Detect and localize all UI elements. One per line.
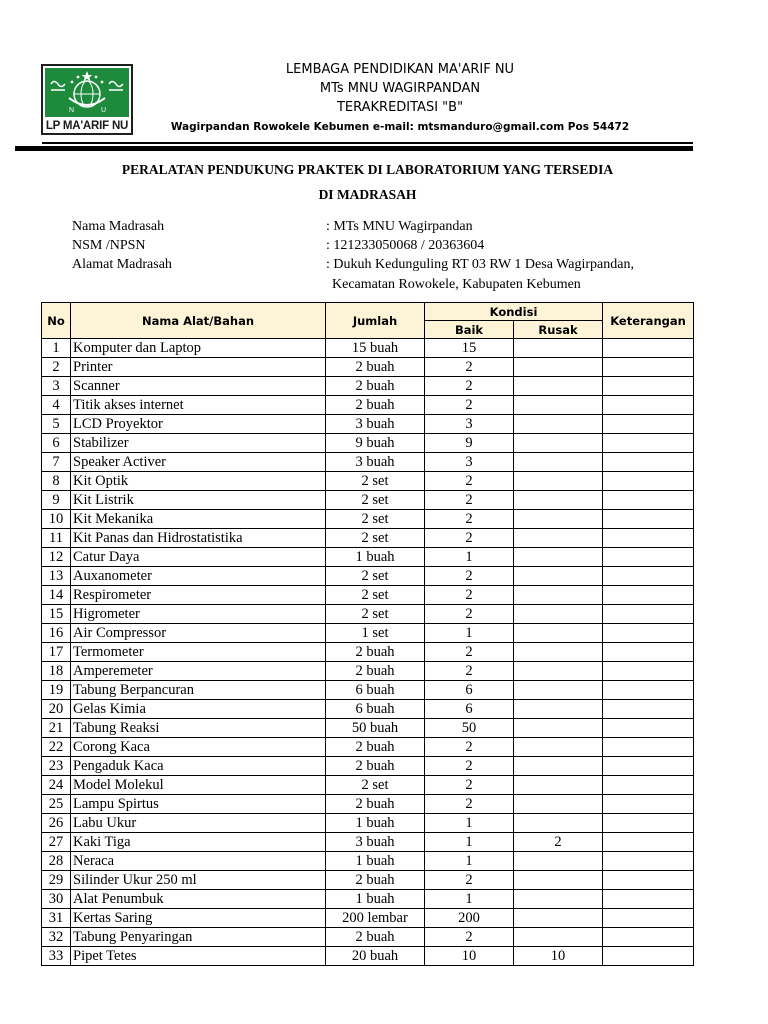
cell-jumlah: 2 set bbox=[326, 776, 425, 795]
cell-rusak bbox=[514, 852, 603, 871]
cell-keterangan bbox=[603, 605, 694, 624]
cell-no: 3 bbox=[42, 377, 71, 396]
table-row bbox=[42, 529, 694, 548]
cell-jumlah: 200 lembar bbox=[326, 909, 425, 928]
cell-jumlah: 6 buah bbox=[326, 681, 425, 700]
cell-jumlah: 2 set bbox=[326, 529, 425, 548]
table-row bbox=[42, 453, 694, 472]
emblem-letter-n: N bbox=[69, 107, 75, 114]
header-divider-thick bbox=[15, 146, 693, 151]
cell-jumlah: 6 buah bbox=[326, 700, 425, 719]
document-title-line2: DI MADRASAH bbox=[318, 187, 417, 202]
cell-nama: Kit Listrik bbox=[71, 491, 326, 510]
nu-emblem bbox=[45, 68, 129, 117]
cell-baik: 9 bbox=[425, 434, 514, 453]
cell-keterangan bbox=[603, 339, 694, 358]
cell-nama: Pengaduk Kaca bbox=[71, 757, 326, 776]
cell-keterangan bbox=[603, 643, 694, 662]
cell-baik: 6 bbox=[425, 681, 514, 700]
table-row bbox=[42, 605, 694, 624]
cell-baik: 15 bbox=[425, 339, 514, 358]
table-row bbox=[42, 491, 694, 510]
cell-jumlah: 2 buah bbox=[326, 358, 425, 377]
table-row bbox=[42, 776, 694, 795]
cell-no: 18 bbox=[42, 662, 71, 681]
table-row bbox=[42, 852, 694, 871]
cell-baik: 2 bbox=[425, 491, 514, 510]
table-row bbox=[42, 947, 694, 966]
table-row bbox=[42, 548, 694, 567]
cell-keterangan bbox=[603, 491, 694, 510]
table-row bbox=[42, 681, 694, 700]
header-rusak: Rusak bbox=[514, 321, 603, 339]
cell-baik: 200 bbox=[425, 909, 514, 928]
cell-rusak bbox=[514, 377, 603, 396]
table-row bbox=[42, 700, 694, 719]
cell-rusak bbox=[514, 757, 603, 776]
cell-jumlah: 2 buah bbox=[326, 795, 425, 814]
cell-rusak bbox=[514, 795, 603, 814]
cell-keterangan bbox=[603, 510, 694, 529]
cell-baik: 2 bbox=[425, 396, 514, 415]
cell-baik: 1 bbox=[425, 548, 514, 567]
cell-jumlah: 2 buah bbox=[326, 738, 425, 757]
cell-jumlah: 3 buah bbox=[326, 415, 425, 434]
cell-baik: 1 bbox=[425, 852, 514, 871]
cell-keterangan bbox=[603, 852, 694, 871]
cell-no: 8 bbox=[42, 472, 71, 491]
table-row bbox=[42, 643, 694, 662]
cell-rusak bbox=[514, 624, 603, 643]
table-row bbox=[42, 890, 694, 909]
cell-nama: Auxanometer bbox=[71, 567, 326, 586]
cell-no: 25 bbox=[42, 795, 71, 814]
cell-no: 32 bbox=[42, 928, 71, 947]
table-row bbox=[42, 339, 694, 358]
cell-baik: 2 bbox=[425, 586, 514, 605]
cell-rusak bbox=[514, 681, 603, 700]
cell-baik: 1 bbox=[425, 624, 514, 643]
cell-rusak bbox=[514, 510, 603, 529]
cell-jumlah: 20 buah bbox=[326, 947, 425, 966]
cell-no: 24 bbox=[42, 776, 71, 795]
cell-no: 5 bbox=[42, 415, 71, 434]
cell-no: 9 bbox=[42, 491, 71, 510]
cell-baik: 1 bbox=[425, 890, 514, 909]
table-row bbox=[42, 358, 694, 377]
header-keterangan: Keterangan bbox=[603, 303, 694, 339]
cell-jumlah: 2 buah bbox=[326, 757, 425, 776]
cell-rusak bbox=[514, 472, 603, 491]
cell-rusak bbox=[514, 529, 603, 548]
cell-nama: Corong Kaca bbox=[71, 738, 326, 757]
cell-keterangan bbox=[603, 529, 694, 548]
table-row bbox=[42, 814, 694, 833]
cell-nama: Silinder Ukur 250 ml bbox=[71, 871, 326, 890]
cell-jumlah: 2 set bbox=[326, 586, 425, 605]
cell-baik: 2 bbox=[425, 757, 514, 776]
table-row bbox=[42, 510, 694, 529]
cell-no: 11 bbox=[42, 529, 71, 548]
table-row bbox=[42, 871, 694, 890]
table-row bbox=[42, 719, 694, 738]
cell-jumlah: 2 set bbox=[326, 491, 425, 510]
cell-nama: LCD Proyektor bbox=[71, 415, 326, 434]
address-label: Alamat Madrasah bbox=[72, 257, 172, 272]
header-kondisi: Kondisi bbox=[425, 303, 603, 321]
address-value-line1: : Dukuh Kedunguling RT 03 RW 1 Desa Wagirpandan, bbox=[326, 257, 634, 272]
emblem-letter-u: U bbox=[101, 107, 107, 114]
cell-keterangan bbox=[603, 814, 694, 833]
cell-no: 6 bbox=[42, 434, 71, 453]
cell-keterangan bbox=[603, 358, 694, 377]
cell-keterangan bbox=[603, 795, 694, 814]
logo-caption: LP MA'ARIF NU bbox=[45, 120, 129, 132]
cell-keterangan bbox=[603, 928, 694, 947]
accreditation: TERAKREDITASI "B" bbox=[336, 100, 464, 115]
nsm-label: NSM /NPSN bbox=[72, 238, 146, 253]
cell-no: 27 bbox=[42, 833, 71, 852]
cell-no: 22 bbox=[42, 738, 71, 757]
cell-baik: 1 bbox=[425, 833, 514, 852]
table-row bbox=[42, 415, 694, 434]
cell-baik: 10 bbox=[425, 947, 514, 966]
cell-jumlah: 2 buah bbox=[326, 396, 425, 415]
header-jumlah: Jumlah bbox=[326, 303, 425, 339]
cell-keterangan bbox=[603, 396, 694, 415]
cell-no: 29 bbox=[42, 871, 71, 890]
cell-keterangan bbox=[603, 548, 694, 567]
cell-rusak bbox=[514, 358, 603, 377]
header-no: No bbox=[42, 303, 71, 339]
cell-nama: Model Molekul bbox=[71, 776, 326, 795]
cell-keterangan bbox=[603, 662, 694, 681]
cell-rusak bbox=[514, 909, 603, 928]
cell-jumlah: 1 set bbox=[326, 624, 425, 643]
table-row bbox=[42, 738, 694, 757]
equipment-table bbox=[41, 302, 694, 966]
lp-maarif-nu-logo bbox=[41, 64, 133, 135]
table-row bbox=[42, 795, 694, 814]
cell-baik: 2 bbox=[425, 605, 514, 624]
cell-no: 19 bbox=[42, 681, 71, 700]
cell-baik: 3 bbox=[425, 415, 514, 434]
cell-rusak bbox=[514, 700, 603, 719]
table-row bbox=[42, 434, 694, 453]
table-row bbox=[42, 624, 694, 643]
cell-nama: Termometer bbox=[71, 643, 326, 662]
cell-nama: Tabung Berpancuran bbox=[71, 681, 326, 700]
cell-no: 2 bbox=[42, 358, 71, 377]
cell-nama: Lampu Spirtus bbox=[71, 795, 326, 814]
cell-nama: Komputer dan Laptop bbox=[71, 339, 326, 358]
cell-rusak bbox=[514, 871, 603, 890]
cell-jumlah: 1 buah bbox=[326, 814, 425, 833]
cell-keterangan bbox=[603, 567, 694, 586]
cell-nama: Neraca bbox=[71, 852, 326, 871]
cell-jumlah: 2 buah bbox=[326, 377, 425, 396]
table-row bbox=[42, 928, 694, 947]
cell-baik: 2 bbox=[425, 643, 514, 662]
cell-nama: Titik akses internet bbox=[71, 396, 326, 415]
cell-nama: Pipet Tetes bbox=[71, 947, 326, 966]
table-body bbox=[42, 339, 694, 966]
cell-nama: Scanner bbox=[71, 377, 326, 396]
cell-nama: Kertas Saring bbox=[71, 909, 326, 928]
cell-baik: 2 bbox=[425, 510, 514, 529]
cell-jumlah: 1 buah bbox=[326, 852, 425, 871]
cell-keterangan bbox=[603, 909, 694, 928]
cell-baik: 50 bbox=[425, 719, 514, 738]
header-nama: Nama Alat/Bahan bbox=[71, 303, 326, 339]
table-row bbox=[42, 567, 694, 586]
cell-no: 12 bbox=[42, 548, 71, 567]
cell-nama: Higrometer bbox=[71, 605, 326, 624]
cell-baik: 2 bbox=[425, 567, 514, 586]
cell-rusak bbox=[514, 453, 603, 472]
cell-rusak bbox=[514, 814, 603, 833]
cell-rusak bbox=[514, 719, 603, 738]
cell-no: 26 bbox=[42, 814, 71, 833]
cell-keterangan bbox=[603, 434, 694, 453]
cell-no: 16 bbox=[42, 624, 71, 643]
cell-baik: 2 bbox=[425, 738, 514, 757]
cell-keterangan bbox=[603, 890, 694, 909]
cell-baik: 2 bbox=[425, 529, 514, 548]
cell-jumlah: 2 buah bbox=[326, 871, 425, 890]
cell-nama: Tabung Reaksi bbox=[71, 719, 326, 738]
cell-baik: 2 bbox=[425, 776, 514, 795]
table-row bbox=[42, 472, 694, 491]
cell-nama: Kit Panas dan Hidrostatistika bbox=[71, 529, 326, 548]
school-name: MTs MNU WAGIRPANDAN bbox=[319, 81, 481, 96]
cell-nama: Stabilizer bbox=[71, 434, 326, 453]
cell-rusak bbox=[514, 548, 603, 567]
cell-no: 33 bbox=[42, 947, 71, 966]
cell-rusak bbox=[514, 567, 603, 586]
cell-jumlah: 2 buah bbox=[326, 643, 425, 662]
cell-nama: Tabung Penyaringan bbox=[71, 928, 326, 947]
cell-no: 15 bbox=[42, 605, 71, 624]
cell-no: 20 bbox=[42, 700, 71, 719]
cell-keterangan bbox=[603, 947, 694, 966]
table-row bbox=[42, 586, 694, 605]
cell-nama: Kit Mekanika bbox=[71, 510, 326, 529]
header-baik: Baik bbox=[425, 321, 514, 339]
cell-no: 4 bbox=[42, 396, 71, 415]
cell-keterangan bbox=[603, 719, 694, 738]
cell-no: 7 bbox=[42, 453, 71, 472]
cell-rusak bbox=[514, 776, 603, 795]
document-title: PERALATAN PENDUKUNG PRAKTEK DI LABORATORIUM YANG TERSEDIA bbox=[121, 162, 614, 177]
cell-no: 31 bbox=[42, 909, 71, 928]
cell-no: 17 bbox=[42, 643, 71, 662]
cell-nama: Alat Penumbuk bbox=[71, 890, 326, 909]
cell-rusak bbox=[514, 339, 603, 358]
school-address-contact: Wagirpandan Rowokele Kebumen e-mail: mtsmanduro@gmail.com Pos 54472 bbox=[170, 121, 630, 133]
name-value: : MTs MNU Wagirpandan bbox=[326, 219, 473, 234]
cell-no: 28 bbox=[42, 852, 71, 871]
header-divider-thin bbox=[42, 142, 693, 144]
cell-keterangan bbox=[603, 776, 694, 795]
cell-jumlah: 2 buah bbox=[326, 662, 425, 681]
cell-baik: 3 bbox=[425, 453, 514, 472]
cell-keterangan bbox=[603, 453, 694, 472]
table-row bbox=[42, 396, 694, 415]
name-label: Nama Madrasah bbox=[72, 219, 165, 234]
cell-nama: Gelas Kimia bbox=[71, 700, 326, 719]
cell-no: 13 bbox=[42, 567, 71, 586]
cell-keterangan bbox=[603, 871, 694, 890]
cell-no: 30 bbox=[42, 890, 71, 909]
cell-jumlah: 9 buah bbox=[326, 434, 425, 453]
cell-baik: 2 bbox=[425, 472, 514, 491]
globe-star-icon bbox=[45, 68, 129, 117]
cell-rusak bbox=[514, 662, 603, 681]
cell-keterangan bbox=[603, 415, 694, 434]
cell-keterangan bbox=[603, 377, 694, 396]
cell-keterangan bbox=[603, 586, 694, 605]
cell-jumlah: 15 buah bbox=[326, 339, 425, 358]
cell-baik: 1 bbox=[425, 814, 514, 833]
cell-rusak bbox=[514, 738, 603, 757]
cell-keterangan bbox=[603, 738, 694, 757]
cell-nama: Speaker Activer bbox=[71, 453, 326, 472]
cell-rusak bbox=[514, 643, 603, 662]
cell-rusak: 10 bbox=[514, 947, 603, 966]
cell-jumlah: 50 buah bbox=[326, 719, 425, 738]
cell-rusak bbox=[514, 434, 603, 453]
cell-keterangan bbox=[603, 757, 694, 776]
cell-nama: Air Compressor bbox=[71, 624, 326, 643]
cell-no: 1 bbox=[42, 339, 71, 358]
cell-no: 14 bbox=[42, 586, 71, 605]
table-row bbox=[42, 757, 694, 776]
cell-jumlah: 1 buah bbox=[326, 548, 425, 567]
cell-keterangan bbox=[603, 472, 694, 491]
table-row bbox=[42, 833, 694, 852]
cell-nama: Labu Ukur bbox=[71, 814, 326, 833]
cell-nama: Respirometer bbox=[71, 586, 326, 605]
cell-baik: 2 bbox=[425, 928, 514, 947]
cell-baik: 2 bbox=[425, 871, 514, 890]
cell-jumlah: 2 set bbox=[326, 567, 425, 586]
cell-rusak bbox=[514, 890, 603, 909]
cell-nama: Catur Daya bbox=[71, 548, 326, 567]
cell-baik: 2 bbox=[425, 795, 514, 814]
cell-no: 10 bbox=[42, 510, 71, 529]
cell-rusak bbox=[514, 396, 603, 415]
cell-rusak bbox=[514, 415, 603, 434]
cell-nama: Kit Optik bbox=[71, 472, 326, 491]
cell-rusak: 2 bbox=[514, 833, 603, 852]
cell-jumlah: 2 set bbox=[326, 605, 425, 624]
cell-baik: 2 bbox=[425, 377, 514, 396]
cell-baik: 2 bbox=[425, 662, 514, 681]
cell-nama: Amperemeter bbox=[71, 662, 326, 681]
cell-baik: 2 bbox=[425, 358, 514, 377]
cell-keterangan bbox=[603, 681, 694, 700]
cell-rusak bbox=[514, 491, 603, 510]
cell-rusak bbox=[514, 586, 603, 605]
cell-no: 23 bbox=[42, 757, 71, 776]
cell-nama: Kaki Tiga bbox=[71, 833, 326, 852]
cell-baik: 6 bbox=[425, 700, 514, 719]
cell-nama: Printer bbox=[71, 358, 326, 377]
cell-keterangan bbox=[603, 833, 694, 852]
table-row bbox=[42, 377, 694, 396]
cell-keterangan bbox=[603, 700, 694, 719]
table-row bbox=[42, 909, 694, 928]
cell-rusak bbox=[514, 928, 603, 947]
cell-jumlah: 3 buah bbox=[326, 833, 425, 852]
cell-no: 21 bbox=[42, 719, 71, 738]
cell-jumlah: 2 set bbox=[326, 472, 425, 491]
address-value-line2: Kecamatan Rowokele, Kabupaten Kebumen bbox=[332, 277, 581, 292]
cell-rusak bbox=[514, 605, 603, 624]
cell-jumlah: 2 set bbox=[326, 510, 425, 529]
institution-name: LEMBAGA PENDIDIKAN MA'ARIF NU bbox=[285, 62, 515, 77]
cell-keterangan bbox=[603, 624, 694, 643]
cell-jumlah: 3 buah bbox=[326, 453, 425, 472]
nsm-value: : 121233050068 / 20363604 bbox=[326, 238, 485, 253]
table-row bbox=[42, 662, 694, 681]
cell-jumlah: 2 buah bbox=[326, 928, 425, 947]
cell-jumlah: 1 buah bbox=[326, 890, 425, 909]
